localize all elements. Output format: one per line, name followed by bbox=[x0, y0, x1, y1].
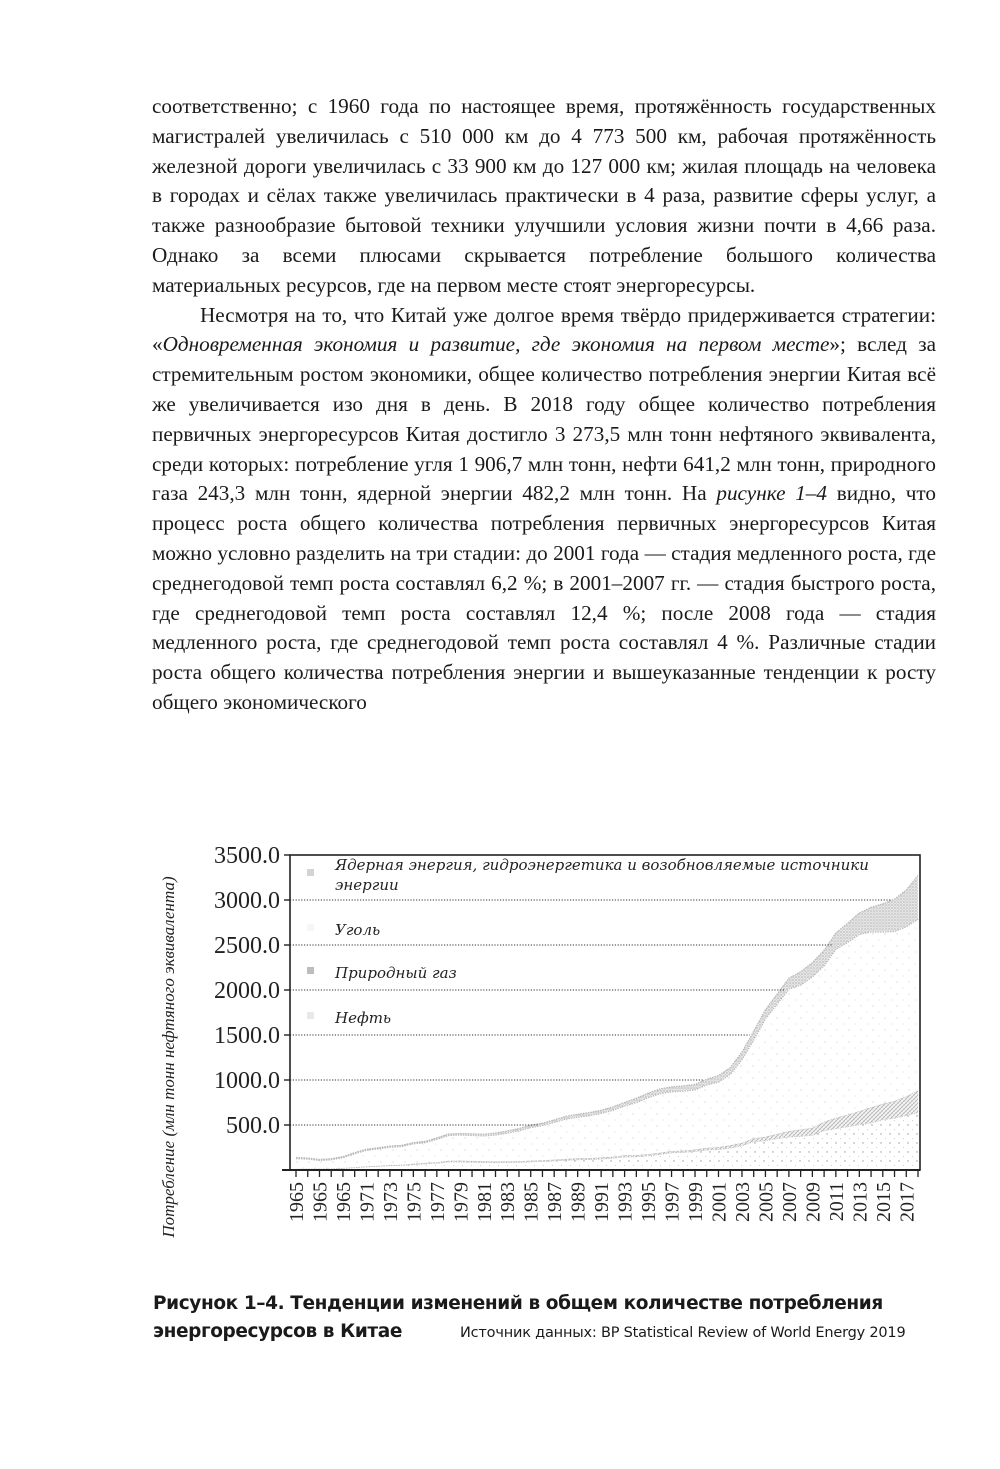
x-tick-label: 2013 bbox=[849, 1182, 872, 1222]
x-tick-label: 1973 bbox=[379, 1182, 402, 1222]
x-tick-label: 2007 bbox=[778, 1182, 801, 1222]
x-tick-label: 1981 bbox=[473, 1182, 496, 1222]
legend-swatch bbox=[307, 924, 314, 931]
stacked-area-chart bbox=[150, 835, 940, 1275]
italic-text: Одновременная экономия и развитие, где экономия на первом месте bbox=[162, 332, 830, 357]
x-tick-label: 1979 bbox=[450, 1182, 473, 1222]
legend-label: Природный газ bbox=[335, 964, 457, 982]
x-tick-label: 1983 bbox=[497, 1182, 520, 1222]
legend-label: Ядерная энергия, гидроэнергетика и возобновляемые источники bbox=[335, 856, 869, 874]
text-run: Несмотря на то, что Китай уже долгое время твёрдо придерживается стратегии: « bbox=[152, 302, 936, 357]
caption-title-line-2: энергоресурсов в Китае bbox=[153, 1321, 402, 1342]
italic-text: рисунке 1–4 bbox=[716, 481, 827, 506]
y-axis-title-group bbox=[159, 876, 178, 1239]
x-tick-label: 2011 bbox=[825, 1182, 848, 1222]
x-tick-label: 1987 bbox=[544, 1182, 567, 1222]
legend-label: Нефть bbox=[335, 1009, 392, 1027]
legend-label-cont: энергии bbox=[335, 876, 399, 894]
x-tick-label: 1997 bbox=[661, 1182, 684, 1222]
text-run: »; вслед за стремительным ростом экономики, общее количество потребления энергии Китая всё же увеличивается изо дня в день. В 2018 году общее количество потребления первичных энергоресурсов Китая достигло 3 273,5 млн тонн нефтяного эквивалента, среди которых: потребление угля 1 906,7 млн тонн, нефти 641,2 млн тонн, природного газа 243,3 млн тонн, ядерной энергии 482,2 млн тонн. На bbox=[152, 332, 937, 506]
y-tick-label: 1500.0 bbox=[214, 1023, 280, 1049]
x-tick-label: 1993 bbox=[614, 1182, 637, 1222]
figure-energy-consumption bbox=[150, 835, 940, 1275]
caption-source: Источник данных: BP Statistical Review of World Energy 2019 bbox=[459, 1325, 906, 1341]
text-run: видно, что процесс роста общего количества потребления первичных энергоресурсов Китая можно условно разделить на три стадии: до 2001 года — стадия медленного роста, где среднегодовой темп роста составлял 6,2 %; в 2001–2007 гг. — стадия быстрого роста, где среднегодовой темп роста составлял 12,4 %; после 2008 года — стадия медленного роста, где среднегодовой темп роста составлял 4 %. Различные стадии роста общего количества потребления энергии и вышеуказанные тенденции к росту общего экономического bbox=[152, 481, 936, 714]
x-tick-label: 1989 bbox=[567, 1182, 590, 1222]
paragraph-1 bbox=[152, 92, 936, 301]
x-tick-label: 1965 bbox=[332, 1182, 355, 1222]
x-tick-label: 2003 bbox=[731, 1182, 754, 1222]
x-tick-label: 2005 bbox=[755, 1182, 778, 1222]
x-tick-label: 1971 bbox=[356, 1182, 379, 1222]
y-tick-label: 2000.0 bbox=[214, 978, 280, 1004]
caption-row-2 bbox=[153, 1318, 943, 1346]
x-tick-label: 1965 bbox=[286, 1182, 308, 1222]
y-tick-label: 3000.0 bbox=[214, 888, 280, 914]
x-ticks bbox=[282, 1170, 920, 1222]
x-tick-label: 1999 bbox=[685, 1182, 708, 1222]
legend-swatch bbox=[307, 1012, 314, 1019]
y-tick-label: 2500.0 bbox=[214, 933, 280, 959]
x-tick-label: 1965 bbox=[309, 1182, 332, 1222]
x-tick-label: 2015 bbox=[872, 1182, 895, 1222]
x-tick-label: 2009 bbox=[802, 1182, 825, 1222]
x-tick-label: 2001 bbox=[708, 1182, 731, 1222]
y-axis-title: Потребление (млн тонн нефтяного эквивалента) bbox=[159, 876, 178, 1238]
body-text bbox=[152, 92, 936, 718]
legend-label: Уголь bbox=[335, 921, 381, 939]
y-tick-label: 3500.0 bbox=[214, 843, 280, 869]
y-tick-label: 1000.0 bbox=[214, 1068, 280, 1094]
figure-caption bbox=[153, 1290, 943, 1346]
y-tick-label: 500.0 bbox=[226, 1113, 280, 1139]
x-tick-label: 2017 bbox=[896, 1182, 919, 1222]
x-tick-label: 1977 bbox=[426, 1182, 449, 1222]
legend-swatch bbox=[307, 869, 314, 876]
x-tick-label: 1995 bbox=[638, 1182, 661, 1222]
paragraph-2 bbox=[152, 301, 936, 718]
text-run: соответственно; с 1960 года по настоящее время, протяжённость государственных магистралей увеличилась с 510 000 км до 4 773 500 км, рабочая протяжённость железной дороги увеличилась с 33 900 км до 127 000 км; жилая площадь на человека в городах и сёлах также увеличилась практически в 4 раза, развитие сферы услуг, а также разнообразие бытовой техники улучшили условия жизни почти в 4,66 раза. Однако за всеми плюсами скрывается потребление большого количества материальных ресурсов, где на первом месте стоят энергоресурсы. bbox=[152, 94, 936, 297]
x-tick-label: 1991 bbox=[591, 1182, 614, 1222]
legend-swatch bbox=[307, 967, 314, 974]
y-ticks bbox=[214, 843, 290, 1170]
caption-title-line-1: Рисунок 1–4. Тенденции изменений в общем количестве потребления bbox=[153, 1293, 883, 1314]
x-tick-label: 1975 bbox=[403, 1182, 426, 1222]
x-tick-label: 1985 bbox=[520, 1182, 543, 1222]
